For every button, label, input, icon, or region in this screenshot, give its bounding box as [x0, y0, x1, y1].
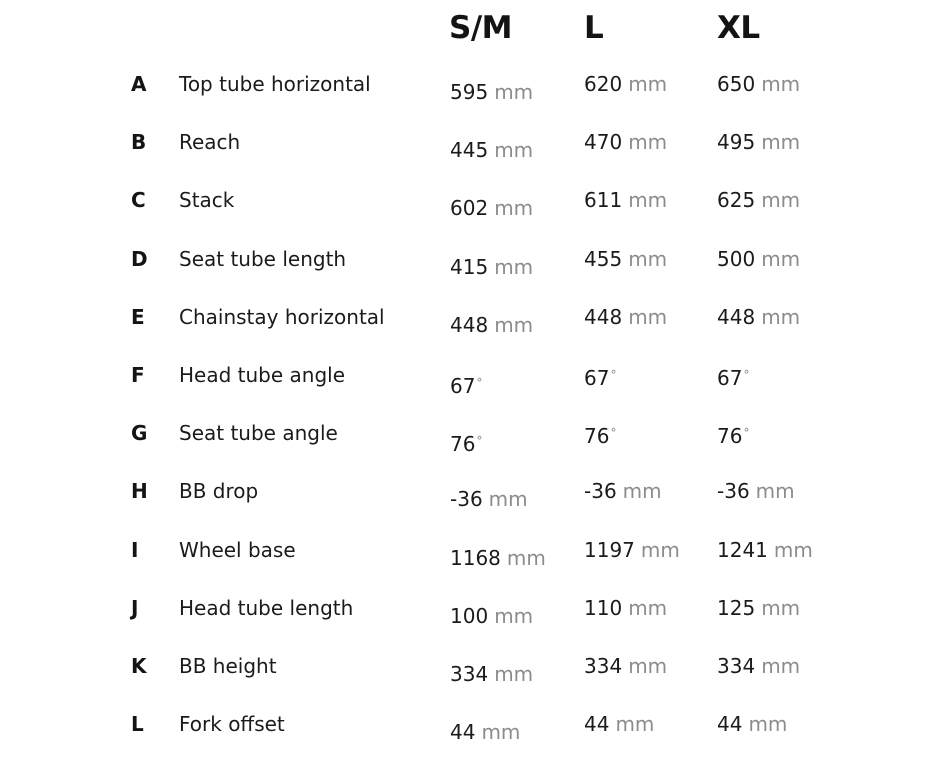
- value-cell-l: [584, 305, 667, 329]
- value-cell-xl: [717, 421, 749, 448]
- value-number: 470: [584, 130, 623, 155]
- value-cell-sm: [450, 80, 533, 104]
- mm-unit: mm: [628, 188, 668, 213]
- degree-unit: °: [743, 426, 750, 441]
- mm-unit: mm: [506, 545, 546, 570]
- row-letter: E: [131, 304, 145, 329]
- mm-unit: mm: [628, 654, 668, 678]
- table-row: [0, 596, 940, 654]
- value-number: 448: [450, 312, 489, 337]
- table-row: [0, 188, 940, 246]
- value-cell-sm: [450, 662, 533, 686]
- table-row: [0, 654, 940, 712]
- row-label: BB height: [179, 654, 277, 678]
- mm-unit: mm: [494, 80, 534, 104]
- value-cell-xl: [717, 596, 800, 620]
- value-cell-l: [584, 188, 667, 212]
- value-number: 448: [717, 304, 756, 329]
- value-cell-l: [584, 247, 667, 271]
- value-number: 44: [584, 712, 610, 737]
- value-cell-xl: [717, 72, 800, 96]
- degree-unit: °: [476, 434, 483, 449]
- value-number: 650: [717, 72, 756, 96]
- mm-unit: mm: [494, 662, 534, 686]
- value-number: 110: [584, 595, 623, 620]
- mm-unit: mm: [494, 138, 534, 163]
- mm-unit: mm: [488, 487, 528, 512]
- mm-unit: mm: [615, 712, 655, 737]
- value-cell-l: [584, 72, 667, 96]
- row-letter: C: [131, 188, 146, 213]
- value-number: 620: [584, 72, 623, 96]
- row-letter: J: [131, 595, 139, 620]
- value-number: 334: [584, 654, 623, 678]
- table-row: [0, 247, 940, 305]
- value-cell-xl: [717, 363, 749, 390]
- table-row: [0, 130, 940, 188]
- value-cell-l: [584, 421, 616, 448]
- degree-unit: °: [610, 426, 617, 441]
- mm-unit: mm: [755, 479, 795, 504]
- value-cell-l: [584, 479, 662, 503]
- value-cell-xl: [717, 538, 813, 562]
- value-cell-xl: [717, 479, 795, 503]
- degree-unit: °: [743, 368, 750, 382]
- value-cell-l: [584, 654, 667, 678]
- value-number: 448: [584, 304, 623, 329]
- row-letter: I: [131, 537, 139, 562]
- value-number: 445: [450, 138, 489, 163]
- row-letter: B: [131, 130, 147, 155]
- mm-unit: mm: [628, 246, 668, 271]
- value-number: -36: [717, 479, 750, 504]
- value-number: 625: [717, 188, 756, 213]
- value-cell-sm: [450, 429, 482, 456]
- value-number: 76: [717, 424, 743, 449]
- value-number: 495: [717, 130, 756, 155]
- degree-unit: °: [610, 368, 617, 382]
- value-number: 67: [717, 366, 743, 390]
- value-cell-sm: [450, 604, 533, 628]
- value-number: -36: [450, 487, 483, 512]
- row-label: Reach: [179, 130, 241, 155]
- value-cell-sm: [450, 196, 533, 220]
- row-letter: H: [131, 479, 148, 504]
- value-cell-l: [584, 538, 680, 562]
- value-cell-l: [584, 596, 667, 620]
- value-number: 67: [584, 366, 610, 390]
- row-label: Head tube angle: [179, 363, 346, 387]
- value-cell-xl: [717, 130, 800, 154]
- mm-unit: mm: [628, 130, 668, 155]
- mm-unit: mm: [761, 188, 801, 213]
- mm-unit: mm: [494, 603, 534, 628]
- mm-unit: mm: [494, 254, 534, 279]
- value-cell-sm: [450, 371, 482, 398]
- mm-unit: mm: [640, 537, 680, 562]
- degree-unit: °: [476, 376, 483, 390]
- value-cell-xl: [717, 247, 800, 271]
- mm-unit: mm: [494, 196, 534, 221]
- value-number: 44: [717, 712, 743, 737]
- value-number: 455: [584, 246, 623, 271]
- value-cell-sm: [450, 546, 546, 570]
- value-number: 76: [450, 432, 476, 457]
- mm-unit: mm: [481, 720, 521, 745]
- table-row: [0, 363, 940, 421]
- row-letter: D: [131, 246, 148, 271]
- size-header-l: L: [584, 10, 604, 46]
- value-number: 1197: [584, 537, 635, 562]
- row-label: Stack: [179, 188, 235, 213]
- table-row: [0, 479, 940, 537]
- mm-unit: mm: [761, 654, 801, 678]
- mm-unit: mm: [628, 304, 668, 329]
- value-cell-xl: [717, 654, 800, 678]
- row-label: Chainstay horizontal: [179, 304, 385, 329]
- mm-unit: mm: [761, 304, 801, 329]
- table-row: [0, 305, 940, 363]
- value-number: 611: [584, 188, 623, 213]
- row-label: Top tube horizontal: [179, 72, 371, 96]
- value-number: 500: [717, 246, 756, 271]
- value-number: 125: [717, 595, 756, 620]
- mm-unit: mm: [773, 537, 813, 562]
- value-number: 334: [717, 654, 756, 678]
- row-letter: G: [131, 421, 148, 446]
- value-number: 1168: [450, 545, 501, 570]
- value-cell-sm: [450, 313, 533, 337]
- value-number: 334: [450, 662, 489, 686]
- row-label: BB drop: [179, 479, 259, 504]
- value-cell-sm: [450, 138, 533, 162]
- row-letter: L: [131, 712, 144, 737]
- value-cell-l: [584, 130, 667, 154]
- value-cell-xl: [717, 712, 787, 736]
- value-cell-sm: [450, 487, 528, 511]
- row-label: Wheel base: [179, 537, 296, 562]
- row-label: Seat tube length: [179, 246, 347, 271]
- mm-unit: mm: [622, 479, 662, 504]
- value-number: 602: [450, 196, 489, 221]
- value-cell-l: [584, 363, 616, 390]
- table-row: [0, 712, 940, 770]
- mm-unit: mm: [761, 246, 801, 271]
- value-number: 76: [584, 424, 610, 449]
- value-number: 595: [450, 80, 489, 104]
- row-label: Seat tube angle: [179, 421, 338, 446]
- mm-unit: mm: [628, 595, 668, 620]
- value-number: 67: [450, 374, 476, 398]
- mm-unit: mm: [761, 130, 801, 155]
- row-label: Head tube length: [179, 595, 354, 620]
- value-number: 415: [450, 254, 489, 279]
- row-letter: F: [131, 363, 145, 387]
- value-cell-l: [584, 712, 654, 736]
- mm-unit: mm: [748, 712, 788, 737]
- value-cell-xl: [717, 305, 800, 329]
- table-row: [0, 538, 940, 596]
- value-cell-sm: [450, 720, 520, 744]
- mm-unit: mm: [628, 72, 668, 96]
- table-row: [0, 421, 940, 479]
- mm-unit: mm: [761, 595, 801, 620]
- mm-unit: mm: [761, 72, 801, 96]
- row-letter: K: [131, 654, 147, 678]
- mm-unit: mm: [494, 312, 534, 337]
- table-row: [0, 72, 940, 130]
- value-number: 44: [450, 720, 476, 745]
- value-number: -36: [584, 479, 617, 504]
- value-number: 1241: [717, 537, 768, 562]
- size-header-sm: S/M: [449, 10, 512, 46]
- row-label: Fork offset: [179, 712, 285, 737]
- size-header-xl: XL: [717, 10, 760, 46]
- row-letter: A: [131, 72, 147, 96]
- value-cell-xl: [717, 188, 800, 212]
- value-number: 100: [450, 603, 489, 628]
- value-cell-sm: [450, 255, 533, 279]
